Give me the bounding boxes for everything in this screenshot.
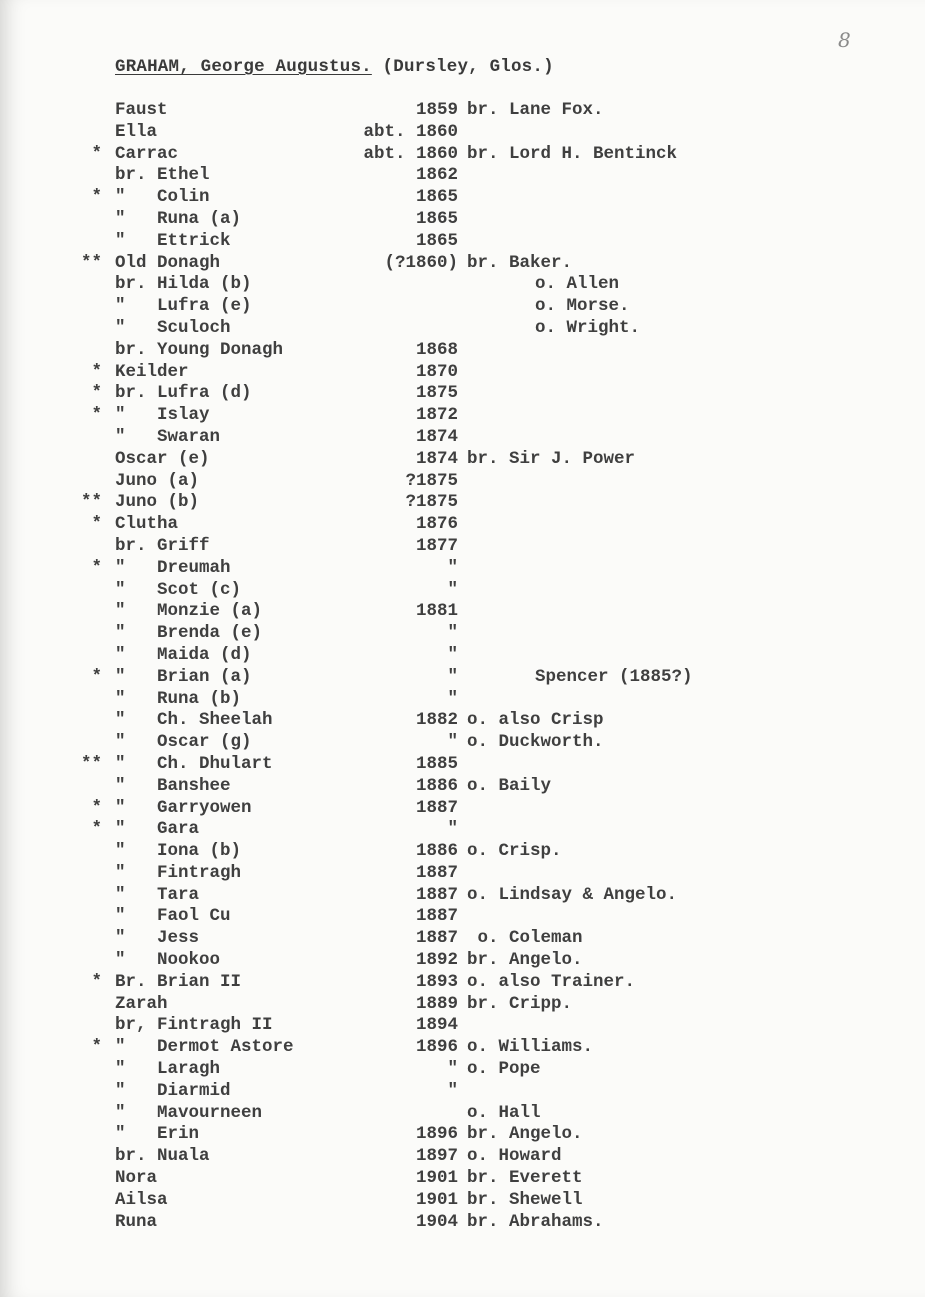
list-item xyxy=(0,950,925,972)
entry-name: Old Donagh xyxy=(115,252,221,273)
entry-date: 1885 xyxy=(415,753,458,774)
entry-date: 1887 xyxy=(415,928,458,949)
entry-date: 1887 xyxy=(415,797,458,818)
list-item xyxy=(0,405,925,427)
list-item xyxy=(0,471,925,493)
entry-mark: * xyxy=(91,361,102,382)
entry-name: Br. Brian II xyxy=(115,971,242,992)
entry-name: " Ch. Sheelah xyxy=(115,710,273,731)
entry-name: " Runa (a) xyxy=(115,208,242,229)
entry-date: 1886 xyxy=(415,775,458,796)
list-item xyxy=(0,122,925,144)
entry-note: o. Baily xyxy=(467,775,552,796)
entry-name: " Runa (b) xyxy=(115,688,242,709)
list-item xyxy=(0,383,925,405)
entry-date: 1870 xyxy=(415,361,458,382)
heading-name: GRAHAM, George Augustus. xyxy=(115,57,372,77)
entry-date: " xyxy=(447,1080,458,1101)
entry-mark: * xyxy=(91,557,102,578)
entry-mark: * xyxy=(91,187,102,208)
entry-name: " Colin xyxy=(115,187,210,208)
entry-date: " xyxy=(447,579,458,600)
entry-name: " Islay xyxy=(115,405,210,426)
entry-name: " Ettrick xyxy=(115,230,231,251)
entry-name: br. Hilda (b) xyxy=(115,274,252,295)
entry-name: br. Nuala xyxy=(115,1146,210,1167)
entry-date: 1904 xyxy=(415,1211,458,1232)
entry-note: br. Sir J. Power xyxy=(467,448,636,469)
list-item xyxy=(0,863,925,885)
list-item xyxy=(0,558,925,580)
entry-note: br. Lord H. Bentinck xyxy=(467,143,678,164)
entry-date: ?1875 xyxy=(405,470,458,491)
entry-date: " xyxy=(447,732,458,753)
entry-name: " Brenda (e) xyxy=(115,623,263,644)
list-item xyxy=(0,340,925,362)
entry-date: 1876 xyxy=(415,514,458,535)
entry-date: 1901 xyxy=(415,1168,458,1189)
list-item xyxy=(0,1124,925,1146)
list-item xyxy=(0,514,925,536)
list-item xyxy=(0,710,925,732)
entry-date: 1865 xyxy=(415,230,458,251)
entry-date: " xyxy=(447,688,458,709)
entry-mark: * xyxy=(91,666,102,687)
entry-date: 1875 xyxy=(415,383,458,404)
entry-date: 1892 xyxy=(415,950,458,971)
entry-name: " Lufra (e) xyxy=(115,296,252,317)
entry-name: " Banshee xyxy=(115,775,231,796)
entry-name: Ella xyxy=(115,121,158,142)
list-item xyxy=(0,1212,925,1234)
entry-note: br. Angelo. xyxy=(467,950,583,971)
entry-note: o. Williams. xyxy=(467,1037,594,1058)
entry-date: 1865 xyxy=(415,187,458,208)
entry-name: " Dermot Astore xyxy=(115,1037,294,1058)
entry-date: abt. 1860 xyxy=(363,143,458,164)
entry-mark: * xyxy=(91,797,102,818)
entry-date: 1872 xyxy=(415,405,458,426)
entry-date: 1882 xyxy=(415,710,458,731)
entry-mark: * xyxy=(91,971,102,992)
entry-date: " xyxy=(447,1059,458,1080)
entry-name: " Jess xyxy=(115,928,200,949)
entry-mark: ** xyxy=(80,753,102,774)
entry-date: 1868 xyxy=(415,339,458,360)
entry-name: Keilder xyxy=(115,361,189,382)
list-item xyxy=(0,274,925,296)
list-item xyxy=(0,427,925,449)
entry-name: Carrac xyxy=(115,143,179,164)
list-item xyxy=(0,1190,925,1212)
entry-date: 1887 xyxy=(415,884,458,905)
entry-extra: Spencer (1885?) xyxy=(535,666,693,687)
entry-name: Ailsa xyxy=(115,1189,168,1210)
list-item xyxy=(0,144,925,166)
entry-date: " xyxy=(447,623,458,644)
entry-mark: * xyxy=(91,1037,102,1058)
entry-note: o. Coleman xyxy=(467,928,583,949)
entry-extra: o. Wright. xyxy=(535,317,641,338)
list-item xyxy=(0,994,925,1016)
entry-name: " Diarmid xyxy=(115,1080,231,1101)
entry-note: o. Crisp. xyxy=(467,841,562,862)
entry-date: " xyxy=(447,644,458,665)
entry-mark: * xyxy=(91,819,102,840)
entry-name: " Garryowen xyxy=(115,797,252,818)
list-item xyxy=(0,885,925,907)
entry-name: br. Lufra (d) xyxy=(115,383,252,404)
entry-date: 1865 xyxy=(415,208,458,229)
list-item xyxy=(0,449,925,471)
list-item xyxy=(0,1168,925,1190)
list-item xyxy=(0,1081,925,1103)
entry-note: br. Shewell xyxy=(467,1189,583,1210)
entry-date: " xyxy=(447,666,458,687)
entry-date: (?1860) xyxy=(384,252,458,273)
entry-note: br. Angelo. xyxy=(467,1124,583,1145)
entry-note: o. Pope xyxy=(467,1059,541,1080)
list-item xyxy=(0,972,925,994)
list-item xyxy=(0,536,925,558)
entry-extra: o. Allen xyxy=(535,274,620,295)
entry-note: o. Hall xyxy=(467,1102,541,1123)
list-item xyxy=(0,667,925,689)
entry-date: ?1875 xyxy=(405,492,458,513)
entry-mark: * xyxy=(91,383,102,404)
entry-date: 1881 xyxy=(415,601,458,622)
entry-name: br. Ethel xyxy=(115,165,210,186)
heading-location: (Dursley, Glos.) xyxy=(371,57,554,77)
entry-date: " xyxy=(447,557,458,578)
list-item xyxy=(0,209,925,231)
entry-date: 1889 xyxy=(415,993,458,1014)
entry-name: " Ch. Dhulart xyxy=(115,753,273,774)
entry-name: " Dreumah xyxy=(115,557,231,578)
entry-name: " Mavourneen xyxy=(115,1102,263,1123)
entry-date: 1874 xyxy=(415,426,458,447)
entry-name: " Faol Cu xyxy=(115,906,231,927)
entry-name: " Scot (c) xyxy=(115,579,242,600)
list-item xyxy=(0,928,925,950)
entry-name: " Laragh xyxy=(115,1059,221,1080)
list-item xyxy=(0,296,925,318)
entry-note: o. also Crisp xyxy=(467,710,604,731)
entry-name: Faust xyxy=(115,100,168,120)
page-number: 8 xyxy=(838,28,851,52)
list-item xyxy=(0,318,925,340)
entry-name: Juno (a) xyxy=(115,470,200,491)
list-item xyxy=(0,362,925,384)
entry-mark: * xyxy=(91,405,102,426)
list-item xyxy=(0,187,925,209)
entry-date: 1877 xyxy=(415,535,458,556)
entry-date: 1886 xyxy=(415,841,458,862)
entry-note: o. Howard xyxy=(467,1146,562,1167)
entry-date: 1887 xyxy=(415,862,458,883)
list-item xyxy=(0,754,925,776)
entry-list xyxy=(0,100,925,1233)
entry-note: br. Everett xyxy=(467,1168,583,1189)
list-item xyxy=(0,1059,925,1081)
entry-name: Clutha xyxy=(115,514,179,535)
entry-date: 1887 xyxy=(415,906,458,927)
list-item xyxy=(0,732,925,754)
list-item xyxy=(0,231,925,253)
entry-name: " Fintragh xyxy=(115,862,242,883)
entry-note: o. Lindsay & Angelo. xyxy=(467,884,678,905)
entry-name: " Iona (b) xyxy=(115,841,242,862)
entry-mark: ** xyxy=(80,252,102,273)
entry-note: o. also Trainer. xyxy=(467,971,636,992)
entry-date: 1896 xyxy=(415,1037,458,1058)
entry-date: 1896 xyxy=(415,1124,458,1145)
entry-name: " Sculoch xyxy=(115,317,231,338)
entry-name: " Monzie (a) xyxy=(115,601,263,622)
entry-note: br. Baker. xyxy=(467,252,573,273)
entry-name: " Oscar (g) xyxy=(115,732,252,753)
entry-note: o. Duckworth. xyxy=(467,732,604,753)
list-item xyxy=(0,580,925,602)
list-item xyxy=(0,1015,925,1037)
entry-name: br. Griff xyxy=(115,535,210,556)
entry-date: " xyxy=(447,819,458,840)
entry-date: abt. 1860 xyxy=(363,121,458,142)
entry-date: 1894 xyxy=(415,1015,458,1036)
entry-date: 1893 xyxy=(415,971,458,992)
entry-note: br. Abrahams. xyxy=(467,1211,604,1232)
list-item xyxy=(0,1146,925,1168)
document-heading xyxy=(115,57,554,77)
entry-name: " Swaran xyxy=(115,426,221,447)
entry-name: " Erin xyxy=(115,1124,200,1145)
entry-name: " Tara xyxy=(115,884,200,905)
list-item xyxy=(0,623,925,645)
list-item xyxy=(0,253,925,275)
list-item xyxy=(0,1103,925,1125)
list-item xyxy=(0,165,925,187)
entry-name: " Nookoo xyxy=(115,950,221,971)
list-item xyxy=(0,689,925,711)
entry-name: br, Fintragh II xyxy=(115,1015,273,1036)
entry-mark: ** xyxy=(80,492,102,513)
entry-note: br. Lane Fox. xyxy=(467,100,604,120)
entry-note: br. Cripp. xyxy=(467,993,573,1014)
entry-date: 1897 xyxy=(415,1146,458,1167)
list-item xyxy=(0,492,925,514)
entry-name: Zarah xyxy=(115,993,168,1014)
list-item xyxy=(0,798,925,820)
entry-name: " Gara xyxy=(115,819,200,840)
list-item xyxy=(0,100,925,122)
entry-name: Runa xyxy=(115,1211,158,1232)
list-item xyxy=(0,841,925,863)
list-item xyxy=(0,601,925,623)
entry-name: Oscar (e) xyxy=(115,448,210,469)
list-item xyxy=(0,1037,925,1059)
entry-name: br. Young Donagh xyxy=(115,339,284,360)
list-item xyxy=(0,645,925,667)
list-item xyxy=(0,819,925,841)
entry-name: Nora xyxy=(115,1168,158,1189)
list-item xyxy=(0,906,925,928)
entry-name: " Maida (d) xyxy=(115,644,252,665)
entry-extra: o. Morse. xyxy=(535,296,630,317)
entry-mark: * xyxy=(91,514,102,535)
entry-date: 1874 xyxy=(415,448,458,469)
entry-date: 1859 xyxy=(415,100,458,120)
entry-date: 1862 xyxy=(415,165,458,186)
list-item xyxy=(0,776,925,798)
entry-name: " Brian (a) xyxy=(115,666,252,687)
entry-mark: * xyxy=(91,143,102,164)
entry-date: 1901 xyxy=(415,1189,458,1210)
entry-name: Juno (b) xyxy=(115,492,200,513)
